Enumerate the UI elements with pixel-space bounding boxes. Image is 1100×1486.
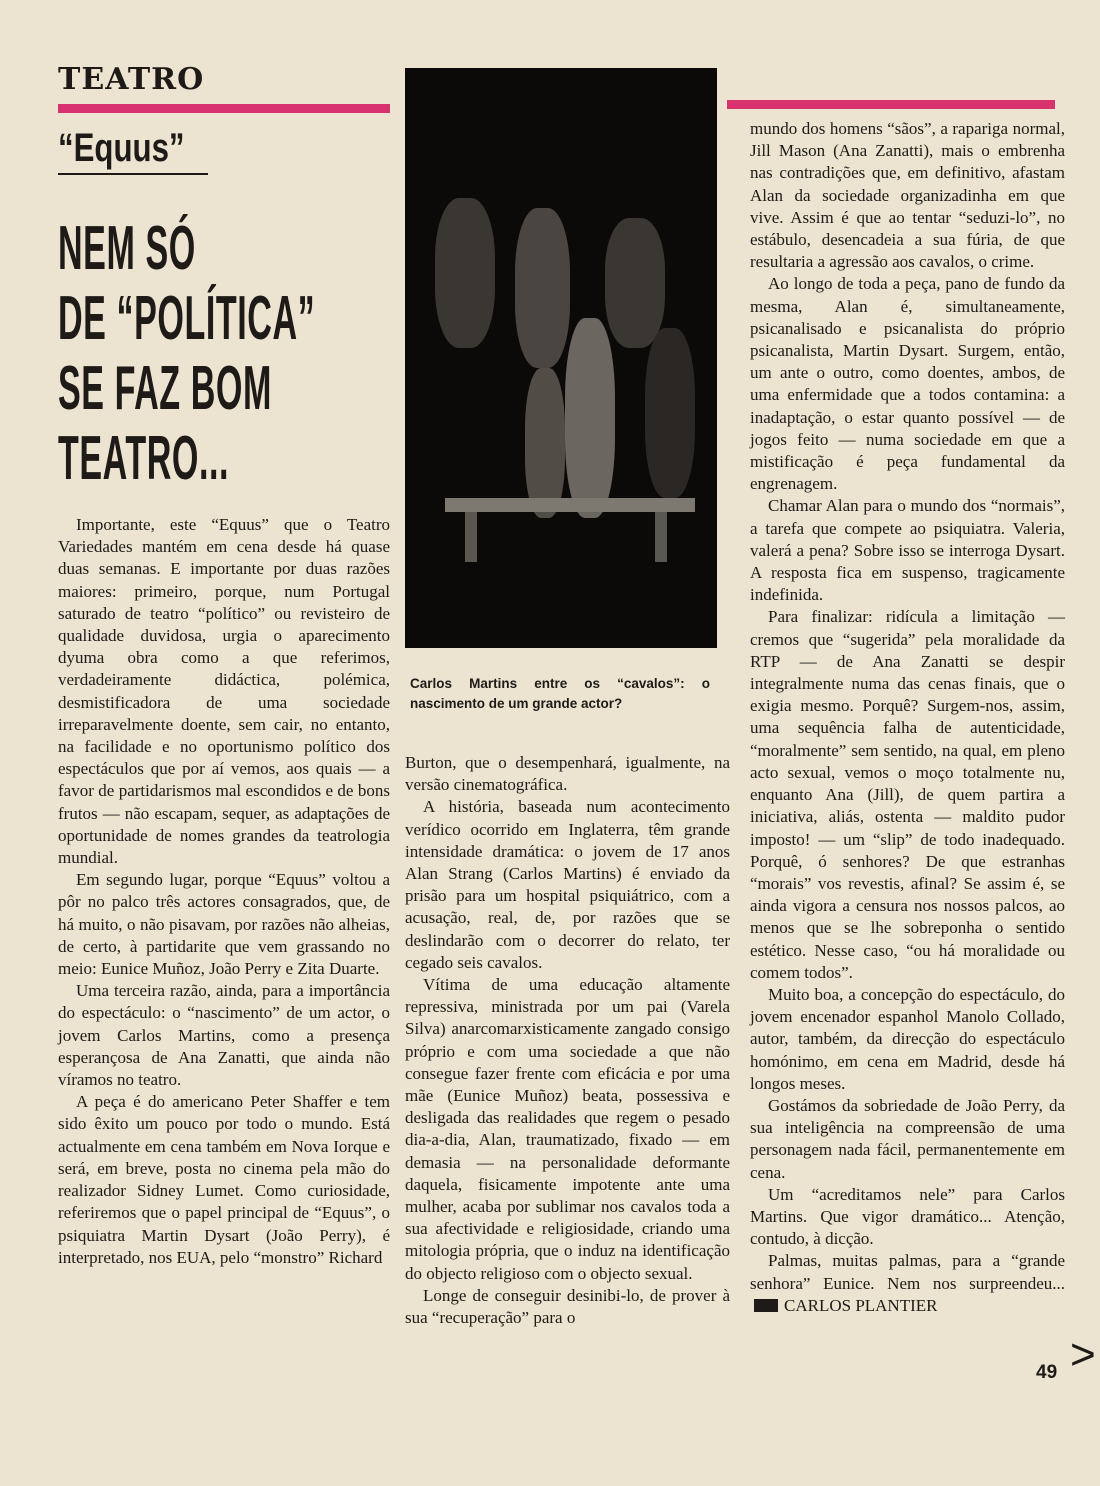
author-signature: CARLOS PLANTIER — [784, 1295, 938, 1315]
final-paragraph — [750, 1250, 1065, 1317]
photo-caption: Carlos Martins entre os “cavalos”: o nascimento de um grande actor? — [410, 676, 710, 711]
headline-line-2: DE “POLÍTICA” — [58, 284, 316, 353]
paragraph: Chamar Alan para o mundo dos “normais”, a tarefa que compete ao psiquiatra. Valeria, valerá a pena? Sobre isso se interroga Dysart. A resposta fica em suspenso, tragicamente indefinida. — [750, 496, 1065, 605]
headline-line-1: NEM SÓ — [58, 214, 196, 283]
headline-line-4: TEATRO... — [58, 424, 230, 493]
paragraph: Ao longo de toda a peça, pano de fundo da mesma, Alan é, simultaneamente, psicanalisado e psicanalista do próprio psicanalista, Martin Dysart. Surgem, então, um ante o outro, como doentes, ambos, de uma enfermidade que a todos contamina: a inadaptação, o estar quanto possível — de jogos feito — numa sociedade em que a mistificação é peça fundamental da engrenagem. — [750, 274, 1065, 494]
accent-bar-left — [58, 104, 390, 113]
article-column-2 — [405, 752, 730, 1329]
paragraph: Longe de conseguir desinibi-lo, de prover à sua “recuperação” para o — [405, 1285, 730, 1328]
paragraph: Uma terceira razão, ainda, para a importância do espectáculo: o “nascimento” de um actor, o jovem Carlos Martins, como a presença esperançosa de Ana Zanatti, que ainda não víramos no teatro. — [58, 981, 390, 1090]
section-label: TEATRO — [58, 62, 205, 97]
paragraph: Para finalizar: ridícula a limitação — cremos que “sugerida” pela moralidade da RTP — de Ana Zanatti se despir integralmente numa das cenas finais, que o exigia mesmo. Porquê? Surgem-nos, assim, uma sequência falha de autenticidade, “moralmente” sem sentido, na qual, em pleno acto sexual, vemos o moço totalmente nu, enquanto Ana (Jill), de quem partira a iniciativa, aliás, ostenta — maldito pudor imposto! — um “slip” de todo inadequado. Porquê, ó senhores? De que estranhas “morais” vos revestis, afinal? Se assim é, se ainda vigora a censura nos nossos palcos, ao menos que se lhe sobreponha o sentido estético. Nesse caso, “ou há moralidade ou comem todos”. — [750, 607, 1065, 982]
article-column-3 — [750, 118, 1065, 1317]
paragraph: Burton, que o desempenhará, igualmente, na versão cinematográfica. — [405, 753, 730, 795]
paragraph: Importante, este “Equus” que o Teatro Variedades mantém em cena desde há quase duas semanas. E importante por duas razões maiores: primeiro, porque, num Portugal saturado de teatro “político” ou revisteiro de qualidade duvidosa, urgia o aparecimento dyuma obra como a que referimos, verdadeiramente didáctica, polémica, desmistificadora de uma sociedade irreparavelmente doente, sem cair, no entanto, na facilidade e no oportunismo político dos espectáculos que por aí vemos, aos quais — a favor de partidarismos mal escondidos e de bons frutos — não escapam, sequer, as adaptações de oportunidade de nomes grandes da teatrologia mundial. — [58, 515, 390, 868]
paragraph: Gostámos da sobriedade de João Perry, da sua inteligência na compreensão de uma personagem nada fácil, permanentemente em cena. — [750, 1095, 1065, 1182]
paragraph: mundo dos homens “sãos”, a rapariga normal, Jill Mason (Ana Zanatti), mais o embrenha nas contradições que, em definitivo, afastam Alan da sociedade organizadinha em que vive. Assim é que ao tentar “seduzi-lo”, no estábulo, desencadeia a sua fúria, de que resultaria a agressão aos cavalos, o crime. — [750, 119, 1065, 272]
paragraph-text: Palmas, muitas palmas, para a “grande senhora” Eunice. Nem nos surpreendeu... — [750, 1251, 1065, 1293]
paragraph: A peça é do americano Peter Shaffer e tem sido êxito um pouco por todo o mundo. Está actualmente em cena também em Nova Iorque e será, em breve, posta no cinema pela mão do realizador Sidney Lumet. Como curiosidade, referiremos que o papel principal de “Equus”, o psiquiatra Martin Dysart (João Perry), é interpretado, nos EUA, pelo “monstro” Richard — [58, 1092, 390, 1267]
article-subtitle — [58, 126, 208, 175]
paragraph: Vítima de uma educação altamente repressiva, ministrada por um pai (Varela Silva) anarcomarxisticamente zangado consigo próprio e com uma sociedade a que não consegue fazer frente com eficácia e por uma mãe (Eunice Muñoz) beata, possessiva e desligada das realidades que regem o pesado dia-a-dia, Alan, traumatizado, fixado — em demasia — na personalidade deformante daquela, fisicamente impotente ante uma mulher, acaba por sublimar nos cavalos toda a sua afectividade e religiosidade, criando uma mitologia própria, que o induz na identificação do objecto religioso com o objecto sexual. — [405, 975, 730, 1283]
subtitle-text: “Equus” — [58, 126, 185, 170]
page-number: 49 — [1036, 1362, 1058, 1383]
stage-photo — [405, 68, 717, 648]
article-column-1 — [58, 514, 390, 1269]
accent-bar-right — [727, 100, 1055, 109]
paragraph: A história, baseada num acontecimento verídico ocorrido em Inglaterra, têm grande intensidade dramática: o jovem de 17 anos Alan Strang (Carlos Martins) é enviado da prisão para um hospital psiquiátrico, com a acusação, real, de, por razões que se deslindarão com o decorrer do relato, ter cegado seis cavalos. — [405, 797, 730, 972]
headline-line-3: SE FAZ BOM — [58, 354, 272, 423]
paragraph: Em segundo lugar, porque “Equus” voltou a pôr no palco três actores consagrados, que, de há muito, o não pisavam, por razões não alheias, de certo, à partidarite que vem grassando no meio: Eunice Muñoz, João Perry e Zita Duarte. — [58, 870, 390, 979]
next-page-arrow-icon: > — [1070, 1330, 1096, 1379]
end-mark-icon — [754, 1299, 778, 1312]
paragraph: Um “acreditamos nele” para Carlos Martins. Que vigor dramático... Atenção, contudo, à dicção. — [750, 1184, 1065, 1249]
paragraph: Muito boa, a concepção do espectáculo, do jovem encenador espanhol Manolo Collado, autor, também, da direcção do espectáculo homónimo, em cena em Madrid, desde há longos meses. — [750, 984, 1065, 1093]
